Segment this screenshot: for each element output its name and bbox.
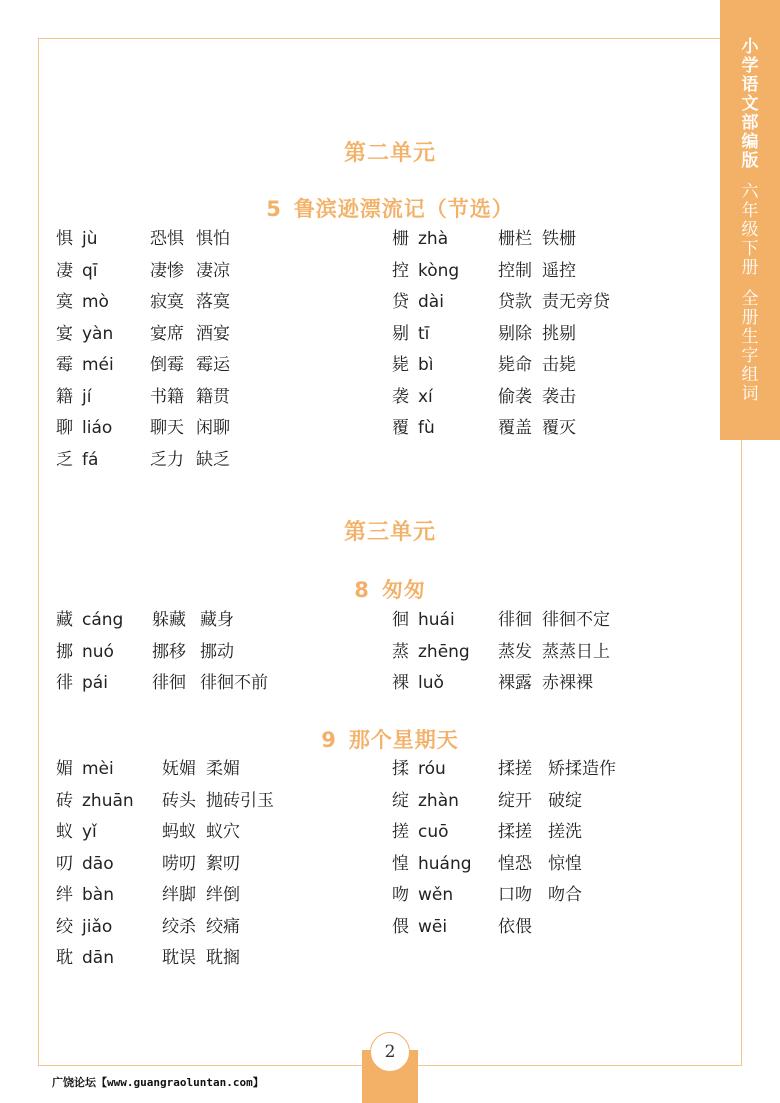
word-1: 依偎: [498, 916, 532, 937]
pinyin: dài: [418, 292, 444, 312]
lesson-name: 那个星期天: [348, 728, 459, 752]
word-2: 酒宴: [196, 323, 230, 344]
pinyin: kòng: [418, 260, 460, 281]
character: 寞: [56, 292, 73, 312]
pinyin: yǐ: [82, 822, 97, 842]
character: 裸: [392, 673, 409, 693]
word-1: 乏力: [150, 449, 184, 470]
word-row: [56, 386, 356, 410]
word-1: 惶恐: [498, 853, 532, 874]
pinyin: zhàn: [418, 790, 459, 811]
pinyin: tī: [418, 323, 430, 344]
pinyin: xí: [418, 386, 433, 407]
word-1: 绞杀: [162, 916, 196, 937]
character: 剔: [392, 323, 409, 344]
pinyin: wēi: [418, 916, 448, 937]
footer-site: 广饶论坛: [52, 1076, 96, 1089]
character: 覆: [392, 418, 409, 438]
word-1: 口吻: [498, 885, 532, 905]
word-row: [392, 417, 692, 441]
character: 栅: [392, 229, 409, 249]
character: 媚: [56, 759, 73, 779]
word-row: [392, 821, 692, 845]
word-2: 挑剔: [542, 323, 576, 344]
word-2: 徘徊不定: [542, 610, 610, 630]
word-1: 恐惧: [150, 229, 184, 249]
word-2: 惊惶: [548, 853, 582, 874]
word-1: 宴席: [150, 323, 184, 344]
character: 叨: [56, 853, 73, 874]
character: 惧: [56, 229, 73, 249]
lesson-title-5: [0, 193, 780, 223]
pinyin: róu: [418, 759, 446, 779]
character: 凄: [56, 260, 73, 281]
side-tab-subject: 全册生字组词: [741, 289, 759, 404]
pinyin: huáng: [418, 853, 472, 874]
word-1: 聊天: [150, 418, 184, 438]
word-row: [56, 260, 356, 284]
pinyin: bì: [418, 355, 434, 375]
word-row: [392, 790, 692, 814]
word-row: [56, 853, 356, 877]
word-row: [392, 323, 692, 347]
character: 徊: [392, 610, 409, 630]
word-1: 剔除: [498, 323, 532, 344]
word-row: [56, 323, 356, 347]
word-1: 偷袭: [498, 386, 532, 407]
pinyin: cáng: [82, 610, 124, 630]
word-1: 揉搓: [498, 759, 532, 779]
character: 绊: [56, 885, 73, 905]
pinyin: mèi: [82, 759, 114, 779]
pinyin: zhà: [418, 229, 449, 249]
word-row: [392, 228, 692, 252]
word-2: 覆灭: [542, 418, 576, 438]
pinyin: jiǎo: [82, 916, 113, 937]
word-1: 覆盖: [498, 418, 532, 438]
word-1: 蒸发: [498, 641, 532, 662]
word-2: 铁栅: [542, 229, 576, 249]
word-1: 唠叨: [162, 853, 196, 874]
word-1: 挪移: [152, 641, 186, 662]
pinyin: pái: [82, 673, 108, 693]
pinyin: méi: [82, 355, 114, 375]
word-1: 寂寞: [150, 292, 184, 312]
character: 挪: [56, 641, 73, 662]
pinyin: qī: [82, 260, 98, 281]
side-tab-series: 小学语文部编版: [741, 37, 759, 171]
pinyin: mò: [82, 292, 109, 312]
word-row: [56, 228, 356, 252]
word-2: 闲聊: [196, 418, 230, 438]
lesson-title-9: [0, 724, 780, 754]
word-row: [392, 609, 692, 633]
word-1: 躲藏: [152, 610, 186, 630]
word-row: [56, 821, 356, 845]
footer-url: 【www.guangraoluntan.com】: [96, 1076, 264, 1089]
character: 蚁: [56, 822, 73, 842]
character: 偎: [392, 916, 409, 937]
word-2: 徘徊不前: [200, 673, 268, 693]
character: 绞: [56, 916, 73, 937]
character: 藏: [56, 610, 73, 630]
word-2: 柔媚: [206, 759, 240, 779]
character: 毙: [392, 355, 409, 375]
pinyin: huái: [418, 610, 455, 630]
footer: [52, 1074, 264, 1090]
word-2: 耽搁: [206, 948, 240, 968]
word-row: [392, 260, 692, 284]
word-row: [56, 641, 356, 665]
word-row: [56, 291, 356, 315]
word-row: [392, 853, 692, 877]
word-1: 倒霉: [150, 355, 184, 375]
word-1: 栅栏: [498, 229, 532, 249]
word-2: 缺乏: [196, 449, 230, 470]
word-row: [56, 758, 356, 782]
pinyin: zhuān: [82, 790, 134, 811]
word-1: 蚂蚁: [162, 822, 196, 842]
word-2: 挪动: [200, 641, 234, 662]
word-1: 耽误: [162, 948, 196, 968]
word-row: [392, 884, 692, 908]
word-row: [56, 947, 356, 971]
lesson-name: 鲁滨逊漂流记（节选）: [293, 197, 514, 221]
character: 控: [392, 260, 409, 281]
lesson-name: 匆匆: [381, 578, 426, 602]
word-row: [392, 291, 692, 315]
pinyin: wěn: [418, 885, 454, 905]
word-2: 蒸蒸日上: [542, 641, 610, 662]
word-2: 矫揉造作: [548, 759, 616, 779]
lesson-title-8: [0, 574, 780, 604]
word-2: 絮叨: [206, 853, 240, 874]
word-2: 藏身: [200, 610, 234, 630]
character: 乏: [56, 449, 73, 470]
word-1: 绊脚: [162, 885, 196, 905]
pinyin: cuō: [418, 822, 449, 842]
word-1: 绽开: [498, 790, 532, 811]
character: 籍: [56, 386, 73, 407]
word-2: 击毙: [542, 355, 576, 375]
lesson-number: 9: [321, 728, 337, 752]
word-1: 控制: [498, 260, 532, 281]
unit-title-2: 第二单元: [343, 141, 436, 166]
pinyin: yàn: [82, 323, 114, 344]
word-2: 绊倒: [206, 885, 240, 905]
character: 耽: [56, 948, 73, 968]
word-row: [56, 916, 356, 940]
word-1: 书籍: [150, 386, 184, 407]
word-1: 裸露: [498, 673, 532, 693]
character: 贷: [392, 292, 409, 312]
word-row: [392, 386, 692, 410]
word-row: [56, 417, 356, 441]
word-2: 袭击: [542, 386, 576, 407]
word-1: 凄惨: [150, 260, 184, 281]
page-number: 2: [370, 1032, 410, 1072]
word-row: [56, 672, 356, 696]
pinyin: jù: [82, 229, 98, 249]
word-2: 责无旁贷: [542, 292, 610, 312]
word-row: [56, 790, 356, 814]
character: 霉: [56, 355, 73, 375]
word-1: 毙命: [498, 355, 532, 375]
word-2: 霉运: [196, 355, 230, 375]
pinyin: fù: [418, 418, 435, 438]
character: 搓: [392, 822, 409, 842]
word-row: [392, 916, 692, 940]
word-2: 搓洗: [548, 822, 582, 842]
character: 徘: [56, 673, 73, 693]
pinyin: bàn: [82, 885, 114, 905]
word-2: 凄凉: [196, 260, 230, 281]
word-1: 妩媚: [162, 759, 196, 779]
word-2: 赤裸裸: [542, 673, 593, 693]
word-2: 破绽: [548, 790, 582, 811]
lesson-number: 5: [266, 197, 282, 221]
pinyin: dān: [82, 948, 114, 968]
character: 聊: [56, 418, 73, 438]
character: 绽: [392, 790, 409, 811]
word-2: 蚁穴: [206, 822, 240, 842]
word-1: 徘徊: [152, 673, 186, 693]
pinyin: nuó: [82, 641, 114, 662]
word-2: 遥控: [542, 260, 576, 281]
word-2: 吻合: [548, 885, 582, 905]
lesson-number: 8: [354, 578, 370, 602]
word-row: [56, 884, 356, 908]
word-2: 惧怕: [196, 229, 230, 249]
character: 砖: [56, 790, 73, 811]
character: 宴: [56, 323, 73, 344]
word-1: 徘徊: [498, 610, 532, 630]
word-row: [56, 449, 356, 473]
word-row: [392, 672, 692, 696]
pinyin: dāo: [82, 853, 114, 874]
word-row: [56, 609, 356, 633]
character: 吻: [392, 885, 409, 905]
word-1: 砖头: [162, 790, 196, 811]
unit-title-3: 第三单元: [343, 520, 436, 545]
pinyin: fá: [82, 449, 99, 470]
word-row: [392, 641, 692, 665]
word-row: [392, 758, 692, 782]
word-2: 籍贯: [196, 386, 230, 407]
word-1: 贷款: [498, 292, 532, 312]
pinyin: luǒ: [418, 673, 444, 693]
pinyin: zhēng: [418, 641, 470, 662]
word-2: 落寞: [196, 292, 230, 312]
word-2: 绞痛: [206, 916, 240, 937]
character: 蒸: [392, 641, 409, 662]
pinyin: liáo: [82, 418, 113, 438]
word-1: 揉搓: [498, 822, 532, 842]
word-row: [56, 354, 356, 378]
word-row: [392, 354, 692, 378]
character: 袭: [392, 386, 409, 407]
word-2: 抛砖引玉: [206, 790, 274, 811]
character: 揉: [392, 759, 409, 779]
pinyin: jí: [82, 386, 92, 407]
character: 惶: [392, 853, 409, 874]
side-tab-grade: 六年级下册: [741, 182, 759, 278]
